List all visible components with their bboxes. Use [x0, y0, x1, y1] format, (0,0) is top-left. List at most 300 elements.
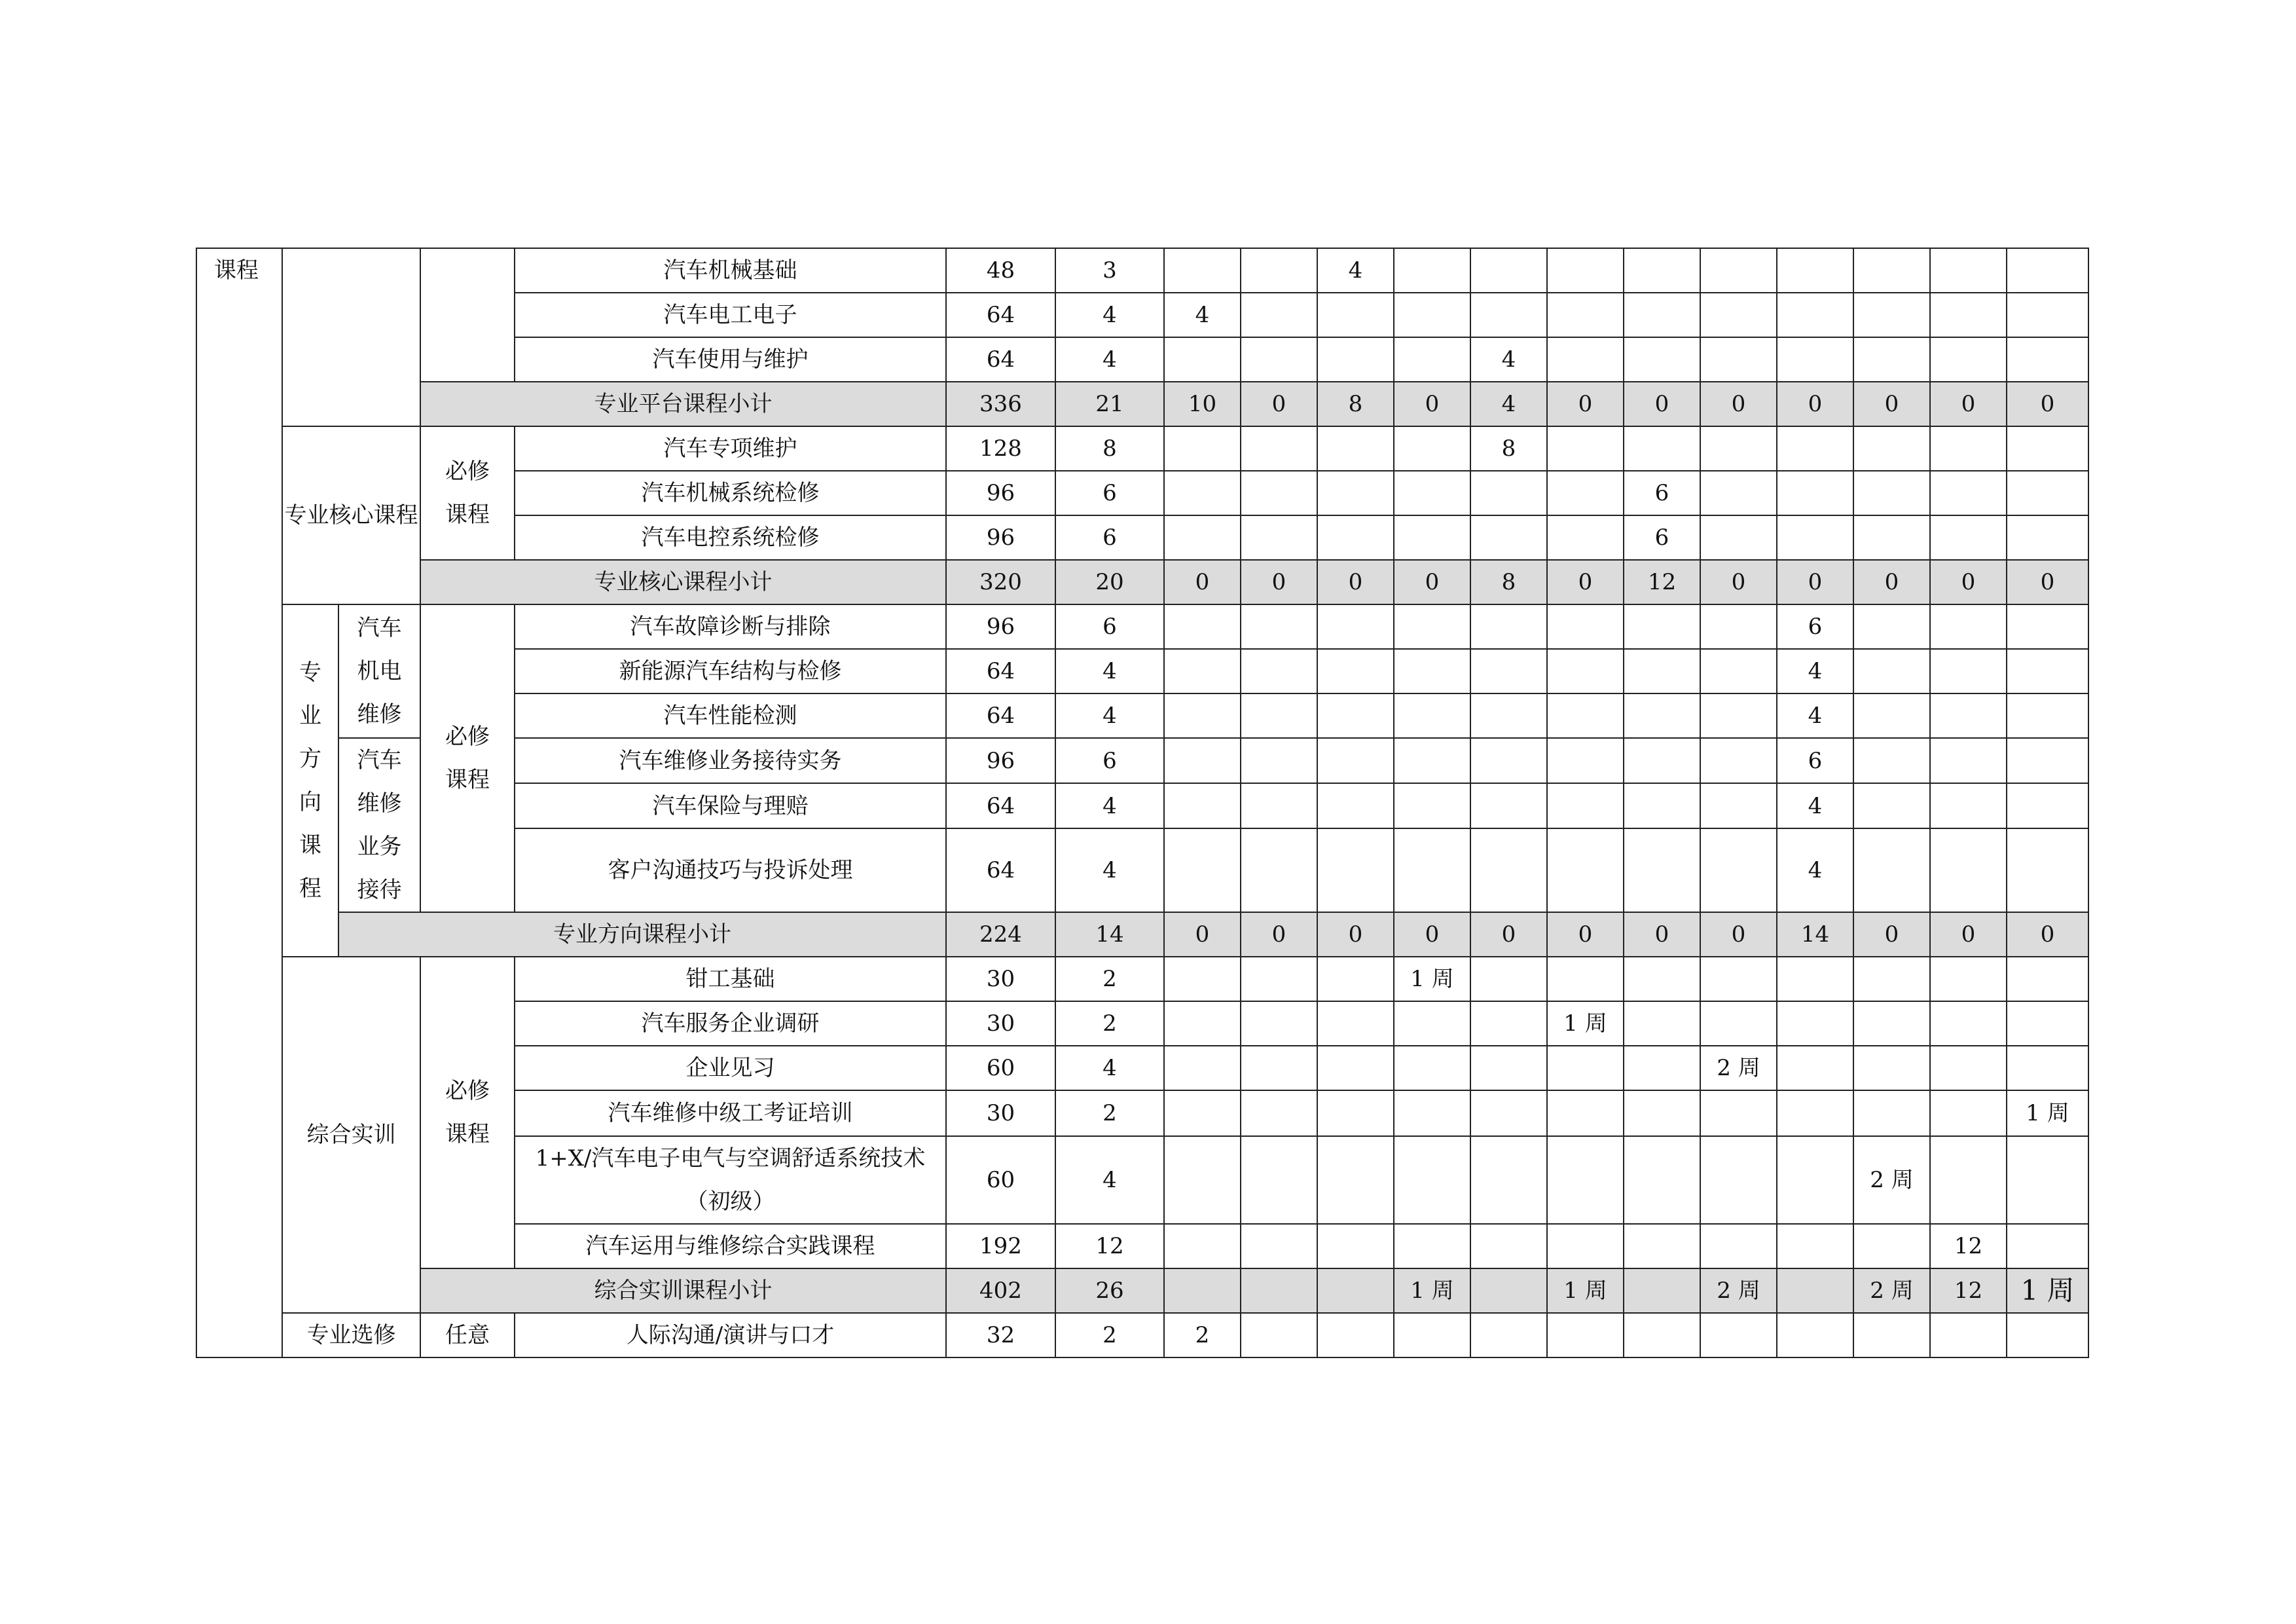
term-cell — [1624, 1313, 1700, 1357]
term-cell — [1394, 693, 1470, 738]
required-label-line: 必修 — [445, 1078, 490, 1104]
term-cell — [1317, 738, 1394, 783]
term-cell: 4 — [1470, 337, 1547, 382]
term-cell — [1164, 693, 1241, 738]
term-cell — [1777, 1090, 1853, 1136]
platform-type-cell — [420, 248, 515, 382]
direction-sub-1-line: 机电 — [357, 658, 402, 684]
term-cell — [1777, 1001, 1853, 1046]
course-hours: 336 — [946, 382, 1055, 426]
term-cell — [1470, 693, 1547, 738]
term-cell — [2007, 783, 2088, 828]
term-cell: 0 — [1853, 382, 1930, 426]
course-name: 钳工基础 — [515, 957, 946, 1001]
course-credits: 4 — [1055, 693, 1164, 738]
term-cell — [2007, 1136, 2088, 1224]
term-cell — [1624, 426, 1700, 471]
term-cell — [2007, 293, 2088, 337]
direction-sub-2-line: 业务 — [357, 834, 402, 860]
term-cell — [1930, 957, 2007, 1001]
term-cell — [1470, 1046, 1547, 1090]
course-hours: 192 — [946, 1224, 1055, 1268]
term-cell — [2007, 649, 2088, 693]
term-cell — [1547, 693, 1624, 738]
term-cell — [1394, 649, 1470, 693]
term-cell — [1853, 1046, 1930, 1090]
term-cell: 8 — [1470, 560, 1547, 604]
direction-sub-1-line: 汽车 — [357, 615, 402, 641]
direction-sub-2-line: 维修 — [357, 790, 402, 817]
term-cell — [1164, 337, 1241, 382]
term-cell: 0 — [1930, 560, 2007, 604]
term-cell — [1241, 783, 1317, 828]
course-name: 汽车故障诊断与排除 — [515, 604, 946, 649]
term-cell: 14 — [1777, 912, 1853, 957]
term-cell — [1624, 293, 1700, 337]
required-label-line: 必修 — [445, 458, 490, 485]
term-cell — [1394, 293, 1470, 337]
term-cell — [1394, 248, 1470, 293]
term-cell: 0 — [2007, 560, 2088, 604]
term-cell: 4 — [1777, 693, 1853, 738]
term-cell — [1394, 426, 1470, 471]
term-cell — [1470, 1001, 1547, 1046]
course-hours: 96 — [946, 515, 1055, 560]
term-cell — [1317, 1001, 1394, 1046]
table-row — [196, 912, 2088, 957]
term-cell — [1777, 957, 1853, 1001]
term-cell — [1547, 1090, 1624, 1136]
term-cell: 0 — [1317, 912, 1394, 957]
term-cell: 4 — [1470, 382, 1547, 426]
term-cell — [1547, 649, 1624, 693]
term-cell: 12 — [1930, 1268, 2007, 1313]
term-cell — [1547, 783, 1624, 828]
course-hours: 128 — [946, 426, 1055, 471]
course-name: 汽车维修中级工考证培训 — [515, 1090, 946, 1136]
term-cell — [1394, 1224, 1470, 1268]
term-cell — [1394, 471, 1470, 515]
direction-group-label-line: 课 — [299, 832, 321, 858]
term-cell — [1317, 783, 1394, 828]
course-hours: 64 — [946, 783, 1055, 828]
term-cell — [1930, 693, 2007, 738]
term-cell — [1777, 1046, 1853, 1090]
course-name: 1+X/汽车电子电气与空调舒适系统技术（初级） — [515, 1136, 946, 1224]
term-cell: 6 — [1624, 515, 1700, 560]
term-cell — [1164, 515, 1241, 560]
term-cell — [1777, 426, 1853, 471]
platform-group-cell — [282, 248, 420, 426]
term-cell — [2007, 1313, 2088, 1357]
term-cell: 1 周 — [1547, 1268, 1624, 1313]
term-cell: 1 周 — [1394, 957, 1470, 1001]
term-cell — [1777, 1313, 1853, 1357]
term-cell — [1317, 604, 1394, 649]
term-cell — [1164, 604, 1241, 649]
term-cell — [1930, 1136, 2007, 1224]
course-credits: 4 — [1055, 649, 1164, 693]
term-cell — [1624, 957, 1700, 1001]
course-credits: 6 — [1055, 471, 1164, 515]
term-cell — [1547, 337, 1624, 382]
term-cell — [1317, 828, 1394, 912]
term-cell — [1777, 248, 1853, 293]
direction-group-label — [282, 604, 338, 957]
term-cell — [1164, 471, 1241, 515]
term-cell — [1394, 1136, 1470, 1224]
term-cell — [1317, 1136, 1394, 1224]
term-cell — [1853, 248, 1930, 293]
course-name: 汽车运用与维修综合实践课程 — [515, 1224, 946, 1268]
term-cell — [1164, 957, 1241, 1001]
term-cell — [1164, 1001, 1241, 1046]
course-credits: 12 — [1055, 1224, 1164, 1268]
term-cell — [1394, 1001, 1470, 1046]
term-cell — [1164, 1046, 1241, 1090]
course-hours: 64 — [946, 337, 1055, 382]
direction-sub-2-line: 汽车 — [357, 747, 402, 773]
course-hours: 64 — [946, 828, 1055, 912]
term-cell — [1164, 828, 1241, 912]
term-cell — [1470, 1090, 1547, 1136]
term-cell — [1317, 693, 1394, 738]
term-cell — [1853, 337, 1930, 382]
term-cell: 0 — [1394, 382, 1470, 426]
curriculum-table — [196, 248, 2089, 1358]
term-cell — [1164, 1090, 1241, 1136]
required-label — [420, 426, 515, 560]
elective-type: 任意 — [420, 1313, 515, 1357]
term-cell: 0 — [1547, 912, 1624, 957]
course-hours: 64 — [946, 649, 1055, 693]
term-cell — [1241, 604, 1317, 649]
term-cell — [1777, 515, 1853, 560]
term-cell: 0 — [1241, 560, 1317, 604]
term-cell — [2007, 248, 2088, 293]
term-cell: 0 — [1624, 912, 1700, 957]
course-name: 专业方向课程小计 — [338, 912, 946, 957]
term-cell: 2 周 — [1853, 1268, 1930, 1313]
term-cell — [1317, 515, 1394, 560]
term-cell — [1700, 471, 1777, 515]
term-cell: 1 周 — [1547, 1001, 1624, 1046]
term-cell — [1317, 337, 1394, 382]
term-cell — [1624, 337, 1700, 382]
term-cell — [1700, 649, 1777, 693]
term-cell: 6 — [1624, 471, 1700, 515]
course-hours: 320 — [946, 560, 1055, 604]
term-cell — [1700, 1224, 1777, 1268]
term-cell: 0 — [1853, 560, 1930, 604]
required-label-line: 必修 — [445, 724, 490, 750]
term-cell — [1930, 1046, 2007, 1090]
term-cell: 0 — [1930, 382, 2007, 426]
practice-group-label: 综合实训 — [282, 957, 420, 1313]
term-cell: 0 — [1241, 382, 1317, 426]
course-credits: 4 — [1055, 1046, 1164, 1090]
course-hours: 64 — [946, 693, 1055, 738]
term-cell — [1777, 293, 1853, 337]
term-cell — [1547, 248, 1624, 293]
category-label: 课程 — [196, 248, 282, 1357]
term-cell — [1624, 248, 1700, 293]
term-cell — [1624, 1090, 1700, 1136]
term-cell — [1624, 828, 1700, 912]
table-row — [196, 248, 2088, 293]
term-cell — [1624, 604, 1700, 649]
term-cell — [1624, 783, 1700, 828]
term-cell — [2007, 337, 2088, 382]
term-cell — [1547, 471, 1624, 515]
term-cell — [1853, 693, 1930, 738]
term-cell: 4 — [1777, 783, 1853, 828]
term-cell — [2007, 604, 2088, 649]
term-cell — [1241, 957, 1317, 1001]
term-cell: 0 — [1777, 560, 1853, 604]
term-cell — [1470, 1136, 1547, 1224]
term-cell — [1700, 293, 1777, 337]
term-cell — [1853, 293, 1930, 337]
term-cell — [1164, 426, 1241, 471]
term-cell: 0 — [2007, 382, 2088, 426]
term-cell — [1853, 426, 1930, 471]
course-name: 企业见习 — [515, 1046, 946, 1090]
term-cell — [1700, 1090, 1777, 1136]
term-cell — [1700, 515, 1777, 560]
term-cell — [1930, 471, 2007, 515]
term-cell — [1700, 693, 1777, 738]
term-cell — [1547, 1313, 1624, 1357]
term-cell — [1317, 957, 1394, 1001]
term-cell — [2007, 515, 2088, 560]
course-name: 综合实训课程小计 — [420, 1268, 946, 1313]
term-cell: 6 — [1777, 738, 1853, 783]
term-cell — [1853, 783, 1930, 828]
term-cell — [1241, 1224, 1317, 1268]
table-row — [196, 604, 2088, 649]
course-hours: 96 — [946, 604, 1055, 649]
term-cell — [1164, 649, 1241, 693]
term-cell — [1853, 1001, 1930, 1046]
direction-group-label-line: 业 — [299, 703, 321, 729]
elective-group-label: 专业选修 — [282, 1313, 420, 1357]
term-cell — [1930, 1001, 2007, 1046]
term-cell: 4 — [1164, 293, 1241, 337]
term-cell — [1624, 693, 1700, 738]
direction-sub-2-line: 接待 — [357, 877, 402, 903]
term-cell — [1777, 471, 1853, 515]
term-cell — [2007, 693, 2088, 738]
term-cell: 4 — [1777, 828, 1853, 912]
course-hours: 64 — [946, 293, 1055, 337]
term-cell: 1 周 — [2007, 1090, 2088, 1136]
table-row — [196, 382, 2088, 426]
term-cell — [1317, 1090, 1394, 1136]
course-name: 汽车服务企业调研 — [515, 1001, 946, 1046]
course-hours: 30 — [946, 1090, 1055, 1136]
term-cell — [2007, 1046, 2088, 1090]
term-cell — [1930, 783, 2007, 828]
term-cell — [1470, 604, 1547, 649]
term-cell — [1394, 1090, 1470, 1136]
term-cell: 0 — [1853, 912, 1930, 957]
term-cell — [1317, 293, 1394, 337]
term-cell — [1930, 426, 2007, 471]
table-row — [196, 1313, 2088, 1357]
term-cell — [1853, 515, 1930, 560]
term-cell: 4 — [1317, 248, 1394, 293]
term-cell: 0 — [2007, 912, 2088, 957]
term-cell — [1470, 471, 1547, 515]
term-cell — [1164, 248, 1241, 293]
term-cell — [1241, 426, 1317, 471]
direction-group-label-line: 程 — [299, 876, 321, 902]
course-credits: 2 — [1055, 957, 1164, 1001]
term-cell: 2 周 — [1700, 1268, 1777, 1313]
required-label — [420, 957, 515, 1268]
term-cell — [1853, 604, 1930, 649]
term-cell — [1930, 248, 2007, 293]
course-credits: 6 — [1055, 604, 1164, 649]
direction-group-label-line: 方 — [299, 746, 321, 772]
term-cell — [1624, 1001, 1700, 1046]
course-credits: 21 — [1055, 382, 1164, 426]
term-cell — [1700, 957, 1777, 1001]
term-cell — [1777, 1136, 1853, 1224]
course-hours: 32 — [946, 1313, 1055, 1357]
course-hours: 96 — [946, 738, 1055, 783]
term-cell — [1470, 738, 1547, 783]
term-cell — [1547, 515, 1624, 560]
course-name: 客户沟通技巧与投诉处理 — [515, 828, 946, 912]
term-cell — [1241, 337, 1317, 382]
term-cell — [1241, 1136, 1317, 1224]
term-cell — [1394, 828, 1470, 912]
term-cell: 12 — [1930, 1224, 2007, 1268]
course-credits: 2 — [1055, 1313, 1164, 1357]
term-cell — [2007, 471, 2088, 515]
term-cell — [1470, 248, 1547, 293]
term-cell — [1853, 1090, 1930, 1136]
table-row — [196, 426, 2088, 471]
term-cell: 0 — [1164, 560, 1241, 604]
course-name: 汽车机械系统检修 — [515, 471, 946, 515]
direction-group-label-line: 专 — [299, 659, 321, 686]
course-hours: 402 — [946, 1268, 1055, 1313]
table-row — [196, 1268, 2088, 1313]
term-cell — [2007, 828, 2088, 912]
term-cell — [1777, 1224, 1853, 1268]
term-cell — [1317, 1268, 1394, 1313]
term-cell: 0 — [1317, 560, 1394, 604]
course-hours: 48 — [946, 248, 1055, 293]
term-cell: 0 — [1394, 560, 1470, 604]
term-cell: 2 — [1164, 1313, 1241, 1357]
term-cell — [1241, 1001, 1317, 1046]
term-cell — [1470, 957, 1547, 1001]
direction-sub-1-line: 维修 — [357, 701, 402, 728]
course-credits: 4 — [1055, 828, 1164, 912]
term-cell — [1394, 604, 1470, 649]
term-cell: 8 — [1317, 382, 1394, 426]
course-credits: 6 — [1055, 515, 1164, 560]
term-cell — [1164, 783, 1241, 828]
term-cell — [1317, 426, 1394, 471]
term-cell — [1241, 828, 1317, 912]
term-cell: 0 — [1700, 912, 1777, 957]
term-cell: 0 — [1700, 382, 1777, 426]
term-cell: 1 周 — [2007, 1268, 2088, 1313]
direction-sub-1 — [338, 604, 420, 738]
term-cell — [1317, 1224, 1394, 1268]
term-cell: 8 — [1470, 426, 1547, 471]
term-cell — [1394, 337, 1470, 382]
term-cell — [1930, 828, 2007, 912]
term-cell — [1241, 471, 1317, 515]
term-cell — [1547, 1224, 1624, 1268]
term-cell — [1241, 248, 1317, 293]
course-name: 汽车专项维护 — [515, 426, 946, 471]
course-hours: 60 — [946, 1136, 1055, 1224]
term-cell: 2 周 — [1853, 1136, 1930, 1224]
table-row — [196, 560, 2088, 604]
term-cell — [1547, 293, 1624, 337]
term-cell: 0 — [1547, 560, 1624, 604]
course-hours: 224 — [946, 912, 1055, 957]
term-cell — [1930, 293, 2007, 337]
course-name: 专业平台课程小计 — [420, 382, 946, 426]
course-credits: 2 — [1055, 1090, 1164, 1136]
term-cell: 10 — [1164, 382, 1241, 426]
term-cell: 1 周 — [1394, 1268, 1470, 1313]
course-credits: 2 — [1055, 1001, 1164, 1046]
course-name: 新能源汽车结构与检修 — [515, 649, 946, 693]
required-label-line: 课程 — [445, 502, 490, 528]
term-cell — [1700, 738, 1777, 783]
table-row — [196, 957, 2088, 1001]
course-credits: 4 — [1055, 1136, 1164, 1224]
term-cell — [1470, 1313, 1547, 1357]
term-cell — [1241, 649, 1317, 693]
term-cell — [1930, 649, 2007, 693]
term-cell — [1394, 1046, 1470, 1090]
term-cell — [1164, 1224, 1241, 1268]
term-cell — [1547, 957, 1624, 1001]
table-body — [196, 248, 2088, 1357]
term-cell — [1700, 248, 1777, 293]
term-cell — [1624, 1268, 1700, 1313]
term-cell — [1930, 515, 2007, 560]
term-cell — [1700, 828, 1777, 912]
term-cell — [2007, 426, 2088, 471]
term-cell — [1394, 1313, 1470, 1357]
term-cell — [1930, 604, 2007, 649]
term-cell — [1930, 1313, 2007, 1357]
term-cell — [1853, 1313, 1930, 1357]
term-cell — [2007, 1224, 2088, 1268]
course-credits: 3 — [1055, 248, 1164, 293]
direction-group-label-line: 向 — [299, 789, 321, 815]
course-name: 汽车保险与理赔 — [515, 783, 946, 828]
required-label — [420, 604, 515, 912]
term-cell — [1700, 1313, 1777, 1357]
term-cell: 0 — [1930, 912, 2007, 957]
course-name: 汽车电工电子 — [515, 293, 946, 337]
term-cell: 0 — [1394, 912, 1470, 957]
term-cell — [1700, 1136, 1777, 1224]
term-cell — [1394, 783, 1470, 828]
